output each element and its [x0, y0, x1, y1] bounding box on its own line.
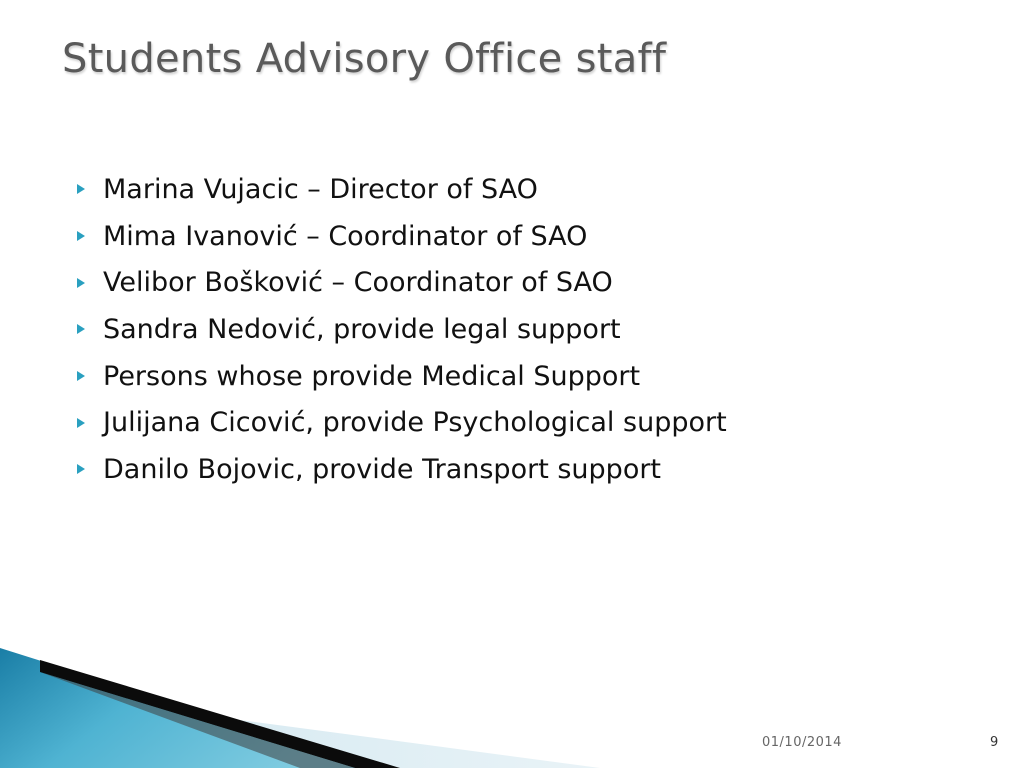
list-item [76, 166, 727, 213]
list-item [76, 259, 727, 306]
bullet-text: Sandra Nedović, provide legal support [103, 313, 621, 345]
footer-date: 01/10/2014 [762, 735, 842, 750]
triangle-right-icon [76, 370, 103, 382]
triangle-right-icon [76, 183, 103, 195]
bullet-text: Persons whose provide Medical Support [103, 360, 641, 392]
triangle-right-icon [76, 230, 103, 242]
page-number: 9 [990, 735, 999, 750]
triangle-right-icon [76, 277, 103, 289]
bullet-text: Julijana Cicović, provide Psychological support [103, 407, 727, 439]
bullet-text: Danilo Bojovic, provide Transport support [103, 453, 662, 485]
bullet-list [76, 166, 727, 493]
list-item [76, 399, 727, 446]
triangle-right-icon [76, 323, 103, 335]
triangle-right-icon [76, 463, 103, 475]
list-item [76, 353, 727, 400]
list-item [76, 213, 727, 260]
slide-title: Students Advisory Office staff [62, 36, 667, 82]
list-item [76, 306, 727, 353]
list-item [76, 446, 727, 493]
bullet-text: Velibor Bošković – Coordinator of SAO [103, 267, 613, 299]
triangle-right-icon [76, 417, 103, 429]
bullet-text: Marina Vujacic – Director of SAO [103, 173, 538, 205]
bullet-text: Mima Ivanović – Coordinator of SAO [103, 220, 588, 252]
